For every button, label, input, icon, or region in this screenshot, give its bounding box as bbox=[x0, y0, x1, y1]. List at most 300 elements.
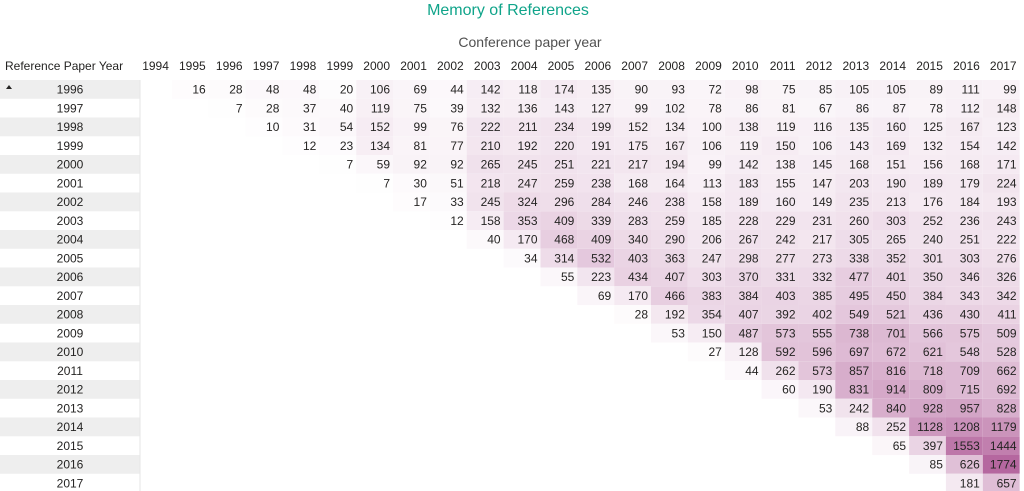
column-header-1994: 1994 bbox=[142, 59, 169, 73]
cell-value: 142 bbox=[480, 82, 501, 97]
cell-value: 69 bbox=[597, 288, 612, 303]
cell-value: 168 bbox=[849, 157, 870, 172]
cell-value: 370 bbox=[738, 270, 759, 284]
cell-value: 407 bbox=[738, 307, 759, 322]
cell-value: 251 bbox=[554, 157, 575, 172]
cell-value: 151 bbox=[886, 157, 907, 172]
cell-value: 857 bbox=[849, 363, 870, 378]
cell-value: 236 bbox=[959, 213, 980, 228]
cell-value: 221 bbox=[591, 157, 612, 172]
cell-value: 111 bbox=[961, 82, 980, 97]
cell-value: 928 bbox=[922, 401, 943, 416]
cell-value: 265 bbox=[480, 157, 501, 172]
cell-value: 397 bbox=[922, 438, 943, 453]
cell-value: 217 bbox=[812, 232, 833, 247]
column-header-1997: 1997 bbox=[252, 59, 280, 73]
cell-value: 701 bbox=[886, 326, 907, 341]
cell-value: 436 bbox=[922, 307, 943, 322]
cell-value: 23 bbox=[339, 138, 354, 153]
cell-value: 99 bbox=[1003, 82, 1017, 97]
cell-value: 134 bbox=[664, 120, 685, 134]
row-header-2011: 2011 bbox=[57, 363, 83, 378]
column-header-2016: 2016 bbox=[953, 59, 980, 73]
cell-value: 353 bbox=[517, 213, 538, 228]
column-header-2008: 2008 bbox=[658, 59, 685, 73]
cell-value: 245 bbox=[517, 157, 538, 172]
row-header-1996: 1996 bbox=[56, 82, 84, 97]
cell-value: 252 bbox=[922, 213, 943, 228]
cell-value: 102 bbox=[664, 101, 685, 116]
cell-value: 662 bbox=[996, 363, 1017, 378]
row-header-2010: 2010 bbox=[56, 345, 84, 359]
cell-value: 409 bbox=[554, 213, 575, 228]
cell-value: 78 bbox=[929, 101, 943, 116]
cell-value: 251 bbox=[959, 232, 980, 247]
cell-value: 277 bbox=[775, 251, 796, 266]
cell-value: 343 bbox=[959, 288, 980, 303]
cell-value: 113 bbox=[702, 176, 722, 191]
cell-value: 27 bbox=[708, 345, 722, 359]
cell-value: 123 bbox=[996, 120, 1017, 134]
cell-value: 44 bbox=[450, 82, 464, 97]
cell-value: 487 bbox=[738, 326, 759, 341]
row-header-2014: 2014 bbox=[56, 420, 84, 434]
cell-value: 168 bbox=[959, 157, 980, 172]
cell-value: 40 bbox=[339, 101, 354, 116]
cell-value: 33 bbox=[450, 195, 464, 209]
cell-value: 596 bbox=[812, 345, 833, 359]
cell-value: 262 bbox=[775, 363, 796, 378]
cell-value: 100 bbox=[701, 120, 722, 134]
cell-value: 135 bbox=[849, 120, 870, 134]
row-header-2000: 2000 bbox=[56, 157, 84, 172]
cell-value: 119 bbox=[370, 101, 390, 116]
cell-value: 809 bbox=[922, 382, 943, 397]
cell-value: 155 bbox=[775, 176, 796, 191]
cell-value: 152 bbox=[627, 120, 648, 134]
cell-value: 138 bbox=[775, 157, 796, 172]
cell-value: 132 bbox=[480, 101, 501, 116]
cell-value: 7 bbox=[346, 157, 354, 172]
column-header-1995: 1995 bbox=[178, 59, 206, 73]
column-header-1999: 1999 bbox=[326, 59, 354, 73]
cell-value: 1444 bbox=[989, 438, 1017, 453]
column-headers bbox=[142, 59, 1017, 73]
row-headers bbox=[57, 83, 84, 491]
cell-value: 303 bbox=[959, 251, 980, 266]
cell-value: 85 bbox=[929, 457, 943, 472]
cell-value: 234 bbox=[554, 120, 575, 134]
cell-value: 69 bbox=[413, 82, 427, 97]
cell-value: 16 bbox=[192, 82, 206, 97]
row-header-2016: 2016 bbox=[56, 457, 84, 472]
cell-value: 193 bbox=[996, 195, 1017, 209]
cell-value: 185 bbox=[701, 213, 722, 228]
cell-value: 211 bbox=[518, 120, 538, 134]
cell-value: 154 bbox=[959, 138, 980, 153]
row-header-1999: 1999 bbox=[56, 138, 84, 153]
cell-value: 44 bbox=[745, 363, 759, 378]
cell-value: 409 bbox=[591, 232, 612, 247]
cell-value: 93 bbox=[671, 82, 685, 97]
cell-value: 303 bbox=[886, 213, 907, 228]
cell-value: 816 bbox=[886, 363, 907, 378]
cell-value: 158 bbox=[480, 213, 501, 228]
cell-value: 34 bbox=[524, 251, 538, 266]
cell-value: 168 bbox=[627, 176, 648, 191]
cell-value: 575 bbox=[959, 326, 980, 341]
cell-value: 176 bbox=[922, 195, 943, 209]
cell-value: 183 bbox=[738, 176, 759, 191]
cell-value: 90 bbox=[634, 82, 648, 97]
cell-value: 145 bbox=[812, 157, 833, 172]
cell-value: 105 bbox=[886, 82, 907, 97]
row-header-2002: 2002 bbox=[56, 195, 84, 209]
cell-value: 1553 bbox=[953, 438, 980, 453]
row-header-2012: 2012 bbox=[56, 382, 84, 397]
cell-value: 160 bbox=[886, 120, 907, 134]
column-header-2011: 2011 bbox=[769, 59, 796, 73]
cell-value: 67 bbox=[818, 101, 833, 116]
cell-value: 81 bbox=[413, 138, 427, 153]
cell-value: 194 bbox=[664, 157, 685, 172]
cell-value: 238 bbox=[591, 176, 612, 191]
cell-value: 192 bbox=[664, 307, 685, 322]
cell-value: 914 bbox=[886, 382, 907, 397]
cell-value: 76 bbox=[450, 120, 464, 134]
cell-value: 840 bbox=[886, 401, 907, 416]
cell-value: 99 bbox=[413, 120, 427, 134]
cell-value: 55 bbox=[560, 270, 575, 284]
cell-value: 106 bbox=[369, 82, 390, 97]
cell-value: 450 bbox=[886, 288, 907, 303]
chart-title: Memory of References bbox=[427, 2, 589, 19]
cell-value: 191 bbox=[591, 138, 612, 153]
cell-value: 401 bbox=[886, 270, 907, 284]
cell-value: 260 bbox=[849, 213, 870, 228]
cell-value: 573 bbox=[812, 363, 833, 378]
cell-value: 697 bbox=[849, 345, 870, 359]
cell-value: 331 bbox=[775, 270, 796, 284]
cell-value: 338 bbox=[849, 251, 870, 266]
cell-value: 283 bbox=[627, 213, 648, 228]
row-header-2015: 2015 bbox=[56, 438, 84, 453]
column-axis-label: Conference paper year bbox=[458, 34, 602, 50]
cell-value: 78 bbox=[708, 101, 722, 116]
cell-value: 548 bbox=[959, 345, 980, 359]
column-header-2017: 2017 bbox=[989, 59, 1017, 73]
row-axis-label[interactable]: Reference Paper Year bbox=[5, 59, 124, 73]
cell-value: 181 bbox=[959, 476, 980, 491]
cell-value: 828 bbox=[996, 401, 1017, 416]
cell-value: 621 bbox=[922, 345, 943, 359]
cell-value: 28 bbox=[229, 82, 243, 97]
cell-value: 12 bbox=[450, 213, 464, 228]
cell-value: 167 bbox=[959, 120, 980, 134]
cell-value: 566 bbox=[922, 326, 943, 341]
column-header-2014: 2014 bbox=[879, 59, 907, 73]
column-header-2015: 2015 bbox=[916, 59, 943, 73]
cell-value: 573 bbox=[775, 326, 796, 341]
cell-value: 346 bbox=[959, 270, 980, 284]
cell-value: 88 bbox=[855, 420, 870, 434]
cell-value: 179 bbox=[959, 176, 980, 191]
cell-value: 290 bbox=[664, 232, 685, 247]
cell-value: 259 bbox=[554, 176, 575, 191]
cell-value: 167 bbox=[664, 138, 685, 153]
cell-value: 17 bbox=[413, 195, 427, 209]
cell-value: 709 bbox=[959, 363, 980, 378]
column-header-2010: 2010 bbox=[731, 59, 759, 73]
cell-value: 174 bbox=[554, 82, 575, 97]
heatmap-cells bbox=[172, 80, 1020, 491]
cell-value: 12 bbox=[302, 138, 317, 153]
cell-value: 243 bbox=[996, 213, 1017, 228]
cell-value: 48 bbox=[266, 82, 280, 97]
cell-value: 222 bbox=[480, 120, 501, 134]
row-header-2003: 2003 bbox=[56, 213, 84, 228]
cell-value: 240 bbox=[922, 232, 943, 247]
cell-value: 75 bbox=[413, 101, 427, 116]
cell-value: 98 bbox=[745, 82, 759, 97]
cell-value: 138 bbox=[738, 120, 759, 134]
cell-value: 106 bbox=[812, 138, 833, 153]
cell-value: 296 bbox=[554, 195, 575, 209]
cell-value: 259 bbox=[664, 213, 685, 228]
cell-value: 477 bbox=[849, 270, 870, 284]
cell-value: 657 bbox=[996, 476, 1017, 491]
cell-value: 190 bbox=[886, 176, 907, 191]
cell-value: 150 bbox=[701, 326, 722, 341]
cell-value: 143 bbox=[849, 138, 870, 153]
cell-value: 199 bbox=[591, 120, 612, 134]
cell-value: 222 bbox=[996, 232, 1017, 247]
row-header-2008: 2008 bbox=[56, 307, 84, 322]
cell-value: 692 bbox=[996, 382, 1017, 397]
cell-value: 99 bbox=[708, 157, 722, 172]
cell-value: 134 bbox=[369, 138, 390, 153]
cell-value: 246 bbox=[627, 195, 648, 209]
cell-value: 434 bbox=[627, 270, 648, 284]
column-header-1998: 1998 bbox=[289, 59, 317, 73]
cell-value: 235 bbox=[849, 195, 870, 209]
cell-value: 528 bbox=[996, 345, 1017, 359]
cell-value: 77 bbox=[450, 138, 464, 153]
column-header-1996: 1996 bbox=[215, 59, 243, 73]
cell-value: 242 bbox=[775, 232, 796, 247]
cell-value: 192 bbox=[517, 138, 538, 153]
column-header-2006: 2006 bbox=[584, 59, 612, 73]
cell-value: 495 bbox=[849, 288, 870, 303]
cell-value: 555 bbox=[812, 326, 833, 341]
row-header-2013: 2013 bbox=[56, 401, 84, 416]
cell-value: 28 bbox=[634, 307, 648, 322]
cell-value: 116 bbox=[813, 120, 833, 134]
column-header-2005: 2005 bbox=[547, 59, 575, 73]
cell-value: 324 bbox=[517, 195, 538, 209]
cell-value: 127 bbox=[591, 101, 612, 116]
cell-value: 350 bbox=[922, 270, 943, 284]
cell-value: 206 bbox=[701, 232, 722, 247]
cell-value: 267 bbox=[738, 232, 759, 247]
cell-value: 164 bbox=[664, 176, 685, 191]
cell-value: 303 bbox=[701, 270, 722, 284]
cell-value: 276 bbox=[996, 251, 1017, 266]
cell-value: 715 bbox=[959, 382, 980, 397]
column-header-2007: 2007 bbox=[621, 59, 648, 73]
cell-value: 125 bbox=[922, 120, 943, 134]
row-header-2001: 2001 bbox=[56, 176, 84, 191]
cell-value: 273 bbox=[812, 251, 833, 266]
cell-value: 301 bbox=[922, 251, 943, 266]
cell-value: 332 bbox=[812, 270, 833, 284]
column-header-2003: 2003 bbox=[473, 59, 501, 73]
row-header-2017: 2017 bbox=[56, 476, 84, 491]
cell-value: 549 bbox=[849, 307, 870, 322]
cell-value: 150 bbox=[775, 138, 796, 153]
row-header-2004: 2004 bbox=[56, 232, 84, 247]
cell-value: 224 bbox=[996, 176, 1017, 191]
cell-value: 85 bbox=[818, 82, 833, 97]
cell-value: 252 bbox=[886, 420, 907, 434]
cell-value: 340 bbox=[627, 232, 648, 247]
cell-value: 158 bbox=[701, 195, 722, 209]
cell-value: 190 bbox=[812, 382, 833, 397]
cell-value: 65 bbox=[892, 438, 907, 453]
cell-value: 218 bbox=[480, 176, 501, 191]
cell-value: 175 bbox=[627, 138, 648, 153]
column-header-2009: 2009 bbox=[695, 59, 722, 73]
cell-value: 7 bbox=[235, 101, 243, 116]
cell-value: 385 bbox=[812, 288, 833, 303]
cell-value: 87 bbox=[892, 101, 907, 116]
cell-value: 384 bbox=[738, 288, 759, 303]
cell-value: 217 bbox=[627, 157, 648, 172]
column-header-2012: 2012 bbox=[805, 59, 833, 73]
cell-value: 532 bbox=[591, 251, 612, 266]
cell-value: 39 bbox=[450, 101, 464, 116]
cell-value: 72 bbox=[708, 82, 722, 97]
column-header-2004: 2004 bbox=[510, 59, 538, 73]
column-header-2002: 2002 bbox=[436, 59, 464, 73]
cell-value: 40 bbox=[487, 232, 501, 247]
cell-value: 1179 bbox=[990, 420, 1017, 434]
cell-value: 223 bbox=[591, 270, 612, 284]
column-header-2013: 2013 bbox=[842, 59, 870, 73]
cell-value: 171 bbox=[996, 157, 1017, 172]
cell-value: 339 bbox=[591, 213, 612, 228]
cell-value: 298 bbox=[738, 251, 759, 266]
column-header-2000: 2000 bbox=[363, 59, 390, 73]
row-header-2009: 2009 bbox=[56, 326, 84, 341]
cell-value: 160 bbox=[775, 195, 796, 209]
cell-value: 147 bbox=[812, 176, 833, 191]
cell-value: 28 bbox=[266, 101, 280, 116]
cell-value: 392 bbox=[775, 307, 796, 322]
cell-value: 831 bbox=[849, 382, 870, 397]
cell-value: 220 bbox=[554, 138, 575, 153]
cell-value: 1128 bbox=[917, 420, 943, 434]
cell-value: 54 bbox=[339, 120, 354, 134]
cell-value: 156 bbox=[922, 157, 943, 172]
cell-value: 265 bbox=[886, 232, 907, 247]
cell-value: 354 bbox=[701, 307, 722, 322]
cell-value: 148 bbox=[996, 101, 1017, 116]
cell-value: 189 bbox=[738, 195, 759, 209]
cell-value: 184 bbox=[959, 195, 980, 209]
cell-value: 92 bbox=[413, 157, 427, 172]
cell-value: 592 bbox=[775, 345, 796, 359]
cell-value: 89 bbox=[929, 82, 943, 97]
cell-value: 210 bbox=[480, 138, 501, 153]
cell-value: 718 bbox=[922, 363, 943, 378]
cell-value: 51 bbox=[450, 176, 464, 191]
cell-value: 403 bbox=[775, 288, 796, 303]
cell-value: 132 bbox=[922, 138, 943, 153]
cell-value: 119 bbox=[739, 138, 759, 153]
cell-value: 245 bbox=[480, 195, 501, 209]
cell-value: 53 bbox=[671, 326, 685, 341]
cell-value: 957 bbox=[959, 401, 980, 416]
cell-value: 247 bbox=[701, 251, 722, 266]
cell-value: 468 bbox=[554, 232, 575, 247]
cell-value: 86 bbox=[745, 101, 759, 116]
cell-value: 170 bbox=[517, 232, 538, 247]
cell-value: 284 bbox=[591, 195, 612, 209]
cell-value: 342 bbox=[996, 288, 1017, 303]
cell-value: 242 bbox=[849, 401, 870, 416]
cell-value: 402 bbox=[812, 307, 833, 322]
cell-value: 383 bbox=[701, 288, 722, 303]
cell-value: 411 bbox=[997, 307, 1017, 322]
cell-value: 672 bbox=[886, 345, 907, 359]
cell-value: 1774 bbox=[989, 457, 1017, 472]
row-header-1998: 1998 bbox=[56, 120, 84, 134]
cell-value: 626 bbox=[959, 457, 980, 472]
cell-value: 213 bbox=[886, 195, 907, 209]
cell-value: 118 bbox=[518, 82, 538, 97]
cell-value: 105 bbox=[849, 82, 870, 97]
cell-value: 430 bbox=[959, 307, 980, 322]
cell-value: 247 bbox=[517, 176, 538, 191]
cell-value: 466 bbox=[664, 288, 685, 303]
cell-value: 521 bbox=[886, 307, 907, 322]
row-header-2007: 2007 bbox=[56, 288, 84, 303]
cell-value: 30 bbox=[413, 176, 427, 191]
cell-value: 10 bbox=[266, 120, 280, 134]
cell-value: 81 bbox=[782, 101, 796, 116]
cell-value: 31 bbox=[302, 120, 317, 134]
row-header-2005: 2005 bbox=[56, 251, 84, 266]
cell-value: 1208 bbox=[953, 420, 980, 434]
cell-value: 60 bbox=[782, 382, 796, 397]
cell-value: 407 bbox=[664, 270, 685, 284]
cell-value: 99 bbox=[634, 101, 648, 116]
cell-value: 112 bbox=[960, 101, 980, 116]
cell-value: 314 bbox=[554, 251, 575, 266]
cell-value: 143 bbox=[554, 101, 575, 116]
cell-value: 106 bbox=[701, 138, 722, 153]
cell-value: 189 bbox=[922, 176, 943, 191]
cell-value: 92 bbox=[450, 157, 464, 172]
cell-value: 152 bbox=[369, 120, 390, 134]
cell-value: 59 bbox=[376, 157, 390, 172]
cell-value: 48 bbox=[302, 82, 317, 97]
cell-value: 403 bbox=[627, 251, 648, 266]
cell-value: 53 bbox=[818, 401, 833, 416]
cell-value: 169 bbox=[886, 138, 907, 153]
cell-value: 128 bbox=[738, 345, 759, 359]
